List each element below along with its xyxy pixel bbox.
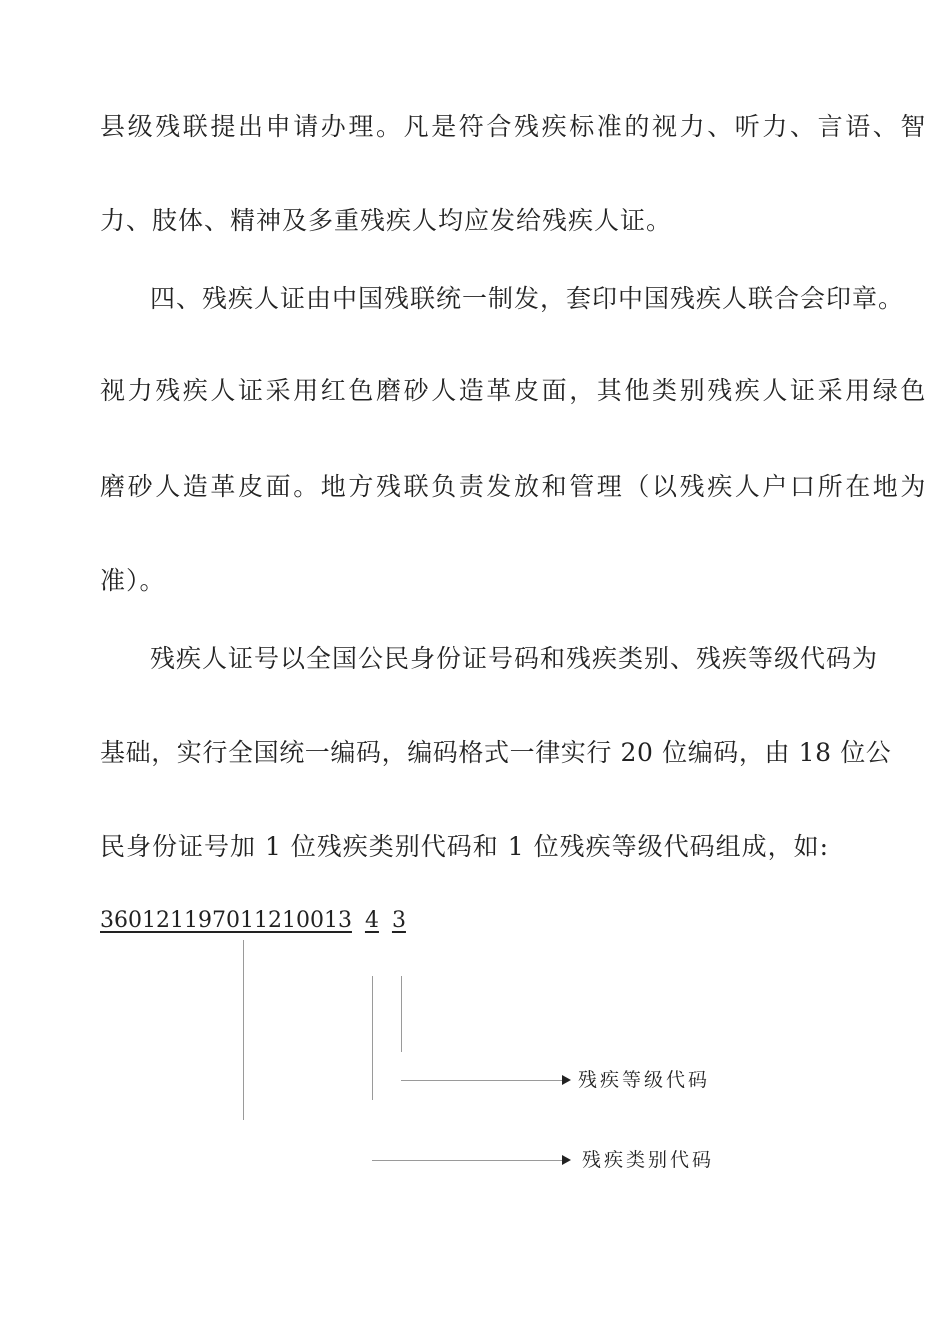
grade-code: 3: [391, 908, 406, 933]
grade-code-label: 残疾等级代码: [578, 1069, 711, 1091]
paragraph-line: 残疾人证号以全国公民身份证号码和残疾类别、残疾等级代码为: [150, 644, 879, 673]
id-number: 360121197011210013: [100, 908, 352, 933]
paragraph-line: 准）。: [100, 566, 166, 595]
paragraph-line: 民身份证号加 1 位残疾类别代码和 1 位残疾等级代码组成，如:: [100, 832, 830, 861]
paragraph-line: 力、肢体、精神及多重残疾人均应发给残疾人证。: [100, 206, 673, 235]
paragraph-line: 磨砂人造革皮面。地方残联负责发放和管理（以残疾人户口所在地为: [100, 472, 929, 501]
category-arrow-line: [372, 1160, 563, 1161]
category-code-label: 残疾类别代码: [582, 1149, 715, 1171]
example-code: [100, 904, 406, 938]
id-number-connector: [243, 940, 244, 1120]
paragraph-line: 四、残疾人证由中国残联统一制发，套印中国残疾人联合会印章。: [150, 284, 905, 313]
grade-connector: [401, 976, 402, 1052]
paragraph-text: 县级残联提出申请办理。凡是符合残疾标准的视力、听力、言语、智: [100, 112, 929, 141]
grade-arrow-line: [401, 1080, 563, 1081]
arrow-right-icon: [562, 1075, 571, 1085]
category-connector: [372, 976, 373, 1100]
paragraph-line: 基础，实行全国统一编码，编码格式一律实行 20 位编码，由 18 位公: [100, 738, 892, 767]
category-code: 4: [364, 908, 379, 933]
arrow-right-icon: [562, 1155, 571, 1165]
paragraph-line: [100, 110, 929, 144]
paragraph-line: 视力残疾人证采用红色磨砂人造革皮面，其他类别残疾人证采用绿色: [100, 376, 929, 405]
